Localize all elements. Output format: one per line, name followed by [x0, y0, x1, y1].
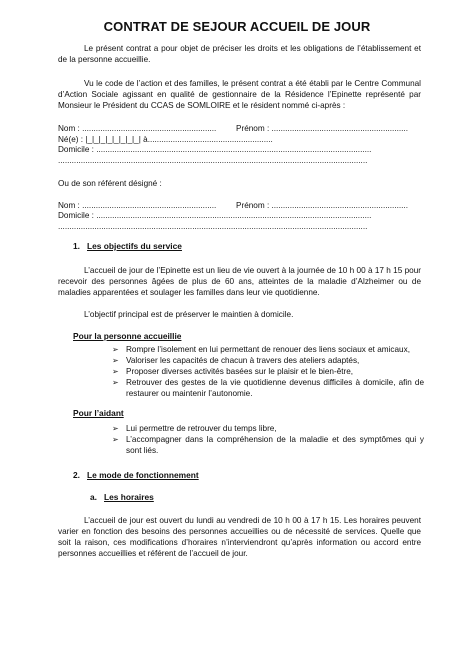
resident-domicile-field[interactable]: Domicile : .........................................................................................................................: [58, 145, 372, 154]
section2-title: Le mode de fonctionnement: [87, 470, 199, 480]
list-item: ➢ Valoriser les capacités de chacun à travers des ateliers adaptés,: [112, 356, 360, 365]
referent-domicile-field[interactable]: Domicile : .........................................................................................................................: [58, 211, 372, 220]
resident-prenom-field[interactable]: Prénom : ............................................................: [236, 124, 408, 133]
section1-paragraph1: L’accueil de jour de l’Epinette est un lieu de vie ouvert à la journée de 10 h 00 à 17 h 15 pour recevoir des personnes âgées de plus de 60 ans, atteintes de la maladie d’Alzheimer ou de maladies apparentées et soulager les familles dans leur vie quotidienne.: [58, 266, 421, 297]
list-item: ➢ Retrouver des gestes de la vie quotidienne devenus difficiles à domicile, afin de restaurer ou maintenir l’autonomie.: [112, 378, 424, 398]
section2a-title: Les horaires: [104, 492, 154, 502]
section1-paragraph2: L’objectif principal est de préserver le maintien à domicile.: [84, 310, 294, 319]
page-title: CONTRAT DE SEJOUR ACCUEIL DE JOUR: [103, 19, 371, 34]
person-objectives-list: [112, 344, 424, 399]
referent-prenom-field[interactable]: Prénom : ............................................................: [236, 201, 408, 210]
horaires-paragraph: L’accueil de jour est ouvert du lundi au vendredi de 10 h 00 à 17 h 15. Les horaires peuvent varier en fonction des besoins des personnes accueillies ou de nécessité de services. Quelle que soit la raison, ces modifications d’horaires n’interviendront qu’après information ou accord entre personnes accueillies et référent de l’accueil de jour.: [58, 516, 421, 558]
resident-name-row: [58, 123, 438, 134]
section2-number: 2.: [73, 470, 80, 480]
section2a-heading: [90, 492, 154, 502]
arrow-bullet-icon: ➢: [112, 378, 119, 387]
resident-birth-field[interactable]: Né(e) : |_|_|_|_|_|_|_|_| à.......................................................: [58, 135, 273, 144]
list-item: ➢ L’accompagner dans la compréhension de la maladie et des symptômes qui y sont liés.: [112, 435, 424, 455]
referent-address-dots[interactable]: ........................................................................................................................................: [58, 222, 368, 231]
section1-title: Les objectifs du service: [87, 241, 182, 251]
arrow-bullet-icon: ➢: [112, 345, 119, 354]
arrow-bullet-icon: ➢: [112, 424, 119, 433]
aidant-objectives-list: [112, 423, 424, 456]
intro-paragraph: Le présent contrat a pour objet de préciser les droits et les obligations de l’établissement et de la personne accueillie.: [58, 44, 421, 64]
list-item: ➢ Lui permettre de retrouver du temps libre,: [112, 424, 277, 433]
resident-address-dots[interactable]: ........................................................................................................................................: [58, 156, 368, 165]
referent-nom-field[interactable]: Nom : ...........................................................: [58, 201, 217, 210]
section1-number: 1.: [73, 241, 80, 251]
resident-nom-field[interactable]: Nom : ...........................................................: [58, 124, 217, 133]
section2-heading: [73, 470, 199, 480]
person-heading: Pour la personne accueillie: [73, 331, 182, 341]
arrow-bullet-icon: ➢: [112, 356, 119, 365]
section2a-letter: a.: [90, 492, 97, 502]
legal-paragraph: Vu le code de l’action et des familles, le présent contrat a été établi par le Centre Communal d’Action Sociale agissant en qualité de gestionnaire de la Résidence l’Epinette représenté par Monsieur le Président du CCAS de SOMLOIRE et le résident nommé ci-après :: [58, 79, 421, 110]
referent-label: Ou de son référent désigné :: [58, 179, 162, 188]
list-item: ➢ Proposer diverses activités basées sur le plaisir et le bien-être,: [112, 367, 354, 376]
section1-heading: [73, 241, 182, 251]
list-item: ➢ Rompre l’isolement en lui permettant de renouer des liens sociaux et amicaux,: [112, 345, 410, 354]
arrow-bullet-icon: ➢: [112, 367, 119, 376]
aidant-heading: Pour l’aidant: [73, 408, 124, 418]
arrow-bullet-icon: ➢: [112, 435, 119, 444]
